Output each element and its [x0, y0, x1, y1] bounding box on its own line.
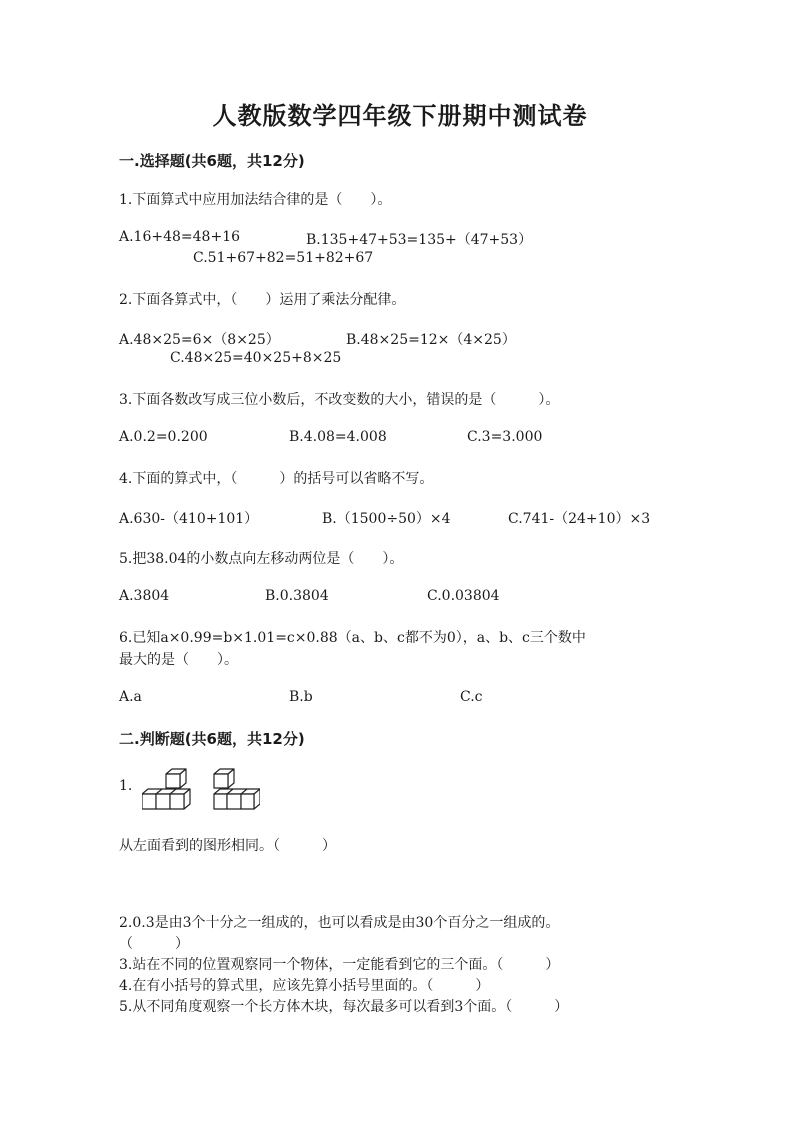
- judgement-4: 4.在有小括号的算式里，应该先算小括号里面的。（ ）: [119, 978, 490, 994]
- question-4-option-b: B.（1500÷50）×4: [322, 511, 451, 527]
- question-1-option-a: A.16+48=48+16: [119, 229, 241, 245]
- question-5-option-c: C.0.03804: [427, 588, 500, 604]
- question-3-option-b: B.4.08=4.008: [289, 429, 387, 445]
- question-6-option-a: A.a: [119, 689, 142, 705]
- question-2-option-c: C.48×25=40×25+8×25: [170, 350, 342, 366]
- judgement-1-text: 从左面看到的图形相同。（ ）: [119, 838, 336, 854]
- question-1-stem: 1.下面算式中应用加法结合律的是（ ）。: [119, 192, 392, 208]
- question-5-option-a: A.3804: [119, 588, 170, 604]
- question-6-stem-line-1: 6.已知a×0.99=b×1.01=c×0.88（a、b、c都不为0），a、b、c三个数中: [119, 630, 586, 646]
- section-heading-choice: 一.选择题(共6题，共12分): [119, 152, 305, 170]
- judgement-5: 5.从不同角度观察一个长方体木块，每次最多可以看到3个面。（ ）: [119, 999, 569, 1015]
- question-6-option-b: B.b: [289, 689, 313, 705]
- judgement-2-line-2: （ ）: [119, 936, 189, 952]
- question-4-option-a: A.630-（410+101）: [119, 511, 259, 527]
- page-title: 人教版数学四年级下册期中测试卷: [212, 102, 588, 130]
- question-2-option-a: A.48×25=6×（8×25）: [119, 332, 280, 348]
- question-5-stem: 5.把38.04的小数点向左移动两位是（ ）。: [119, 551, 404, 567]
- judgement-2-line-1: 2.0.3是由3个十分之一组成的，也可以看成是由30个百分之一组成的。: [119, 915, 560, 931]
- judgement-3: 3.站在不同的位置观察同一个物体，一定能看到它的三个面。（ ）: [119, 957, 560, 973]
- question-3-option-a: A.0.2=0.200: [119, 429, 208, 445]
- left-cube-group: [142, 769, 190, 809]
- question-4-stem: 4.下面的算式中，（ ）的括号可以省略不写。: [119, 471, 434, 487]
- cube-views-figure: [142, 768, 260, 812]
- section-heading-judgement: 二.判断题(共6题，共12分): [119, 730, 305, 748]
- judgement-1-number: 1.: [119, 778, 133, 794]
- question-3-option-c: C.3=3.000: [467, 429, 543, 445]
- question-3-stem: 3.下面各数改写成三位小数后，不改变数的大小，错误的是（ ）。: [119, 392, 560, 408]
- question-6-option-c: C.c: [460, 689, 483, 705]
- question-2-stem: 2.下面各算式中，（ ）运用了乘法分配律。: [119, 292, 406, 308]
- question-1-option-b: B.135+47+53=135+（47+53）: [306, 232, 533, 248]
- right-cube-group: [214, 769, 260, 809]
- question-6-stem-line-2: 最大的是（ ）。: [119, 652, 238, 668]
- question-2-option-b: B.48×25=12×（4×25）: [346, 332, 516, 348]
- question-4-option-c: C.741-（24+10）×3: [508, 511, 651, 527]
- question-5-option-b: B.0.3804: [265, 588, 329, 604]
- question-1-option-c: C.51+67+82=51+82+67: [193, 250, 374, 266]
